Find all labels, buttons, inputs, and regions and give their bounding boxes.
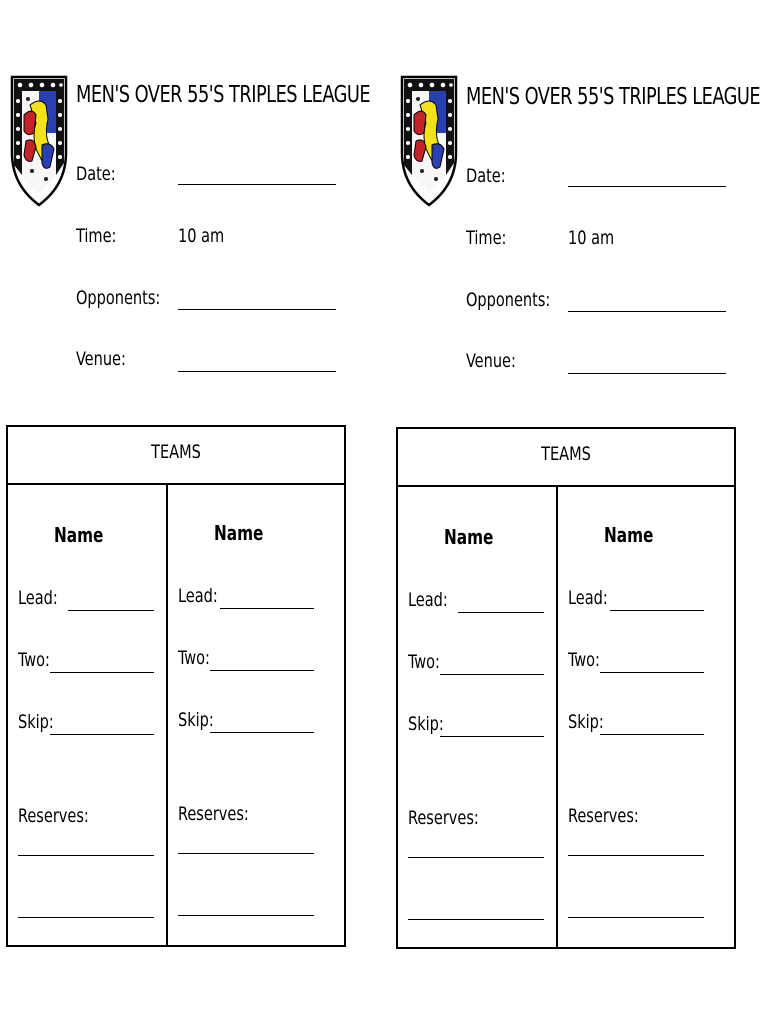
lead-field[interactable] [220, 608, 314, 609]
reserves-label: Reserves: [18, 805, 89, 827]
name-header: Name [604, 523, 654, 547]
teams-title: TEAMS [151, 441, 201, 463]
team-column-2 [558, 487, 716, 947]
venue-field[interactable] [568, 373, 726, 374]
date-label: Date: [76, 163, 116, 185]
skip-label: Skip: [178, 709, 214, 731]
reserves-label: Reserves: [408, 807, 479, 829]
date-field[interactable] [178, 184, 336, 185]
name-header: Name [54, 523, 104, 547]
skip-field[interactable] [440, 736, 544, 737]
date-field[interactable] [568, 186, 726, 187]
opponents-label: Opponents: [466, 289, 551, 311]
two-label: Two: [18, 649, 50, 671]
skip-label: Skip: [568, 711, 604, 733]
team-column-2 [168, 485, 326, 945]
name-header: Name [214, 521, 264, 545]
skip-field[interactable] [210, 732, 314, 733]
league-title: MEN'S OVER 55'S TRIPLES LEAGUE [466, 84, 761, 110]
two-field[interactable] [440, 674, 544, 675]
opponents-field[interactable] [178, 309, 336, 310]
reserve-field-2[interactable] [18, 917, 154, 918]
time-value: 10 am [178, 225, 225, 247]
club-crest-icon [400, 75, 458, 207]
reserves-label: Reserves: [568, 805, 639, 827]
lead-field[interactable] [610, 610, 704, 611]
lead-label: Lead: [408, 589, 448, 611]
league-card-right [390, 0, 770, 1024]
lead-label: Lead: [18, 587, 58, 609]
reserve-field-1[interactable] [408, 857, 544, 858]
skip-field[interactable] [600, 734, 704, 735]
two-field[interactable] [600, 672, 704, 673]
lead-label: Lead: [178, 585, 218, 607]
two-field[interactable] [50, 672, 154, 673]
two-field[interactable] [210, 670, 314, 671]
opponents-field[interactable] [568, 311, 726, 312]
reserve-field-2[interactable] [568, 917, 704, 918]
reserve-field-2[interactable] [408, 919, 544, 920]
teams-title: TEAMS [541, 443, 591, 465]
reserve-field-1[interactable] [568, 855, 704, 856]
time-label: Time: [76, 225, 117, 247]
date-label: Date: [466, 165, 506, 187]
venue-field[interactable] [178, 371, 336, 372]
skip-label: Skip: [408, 713, 444, 735]
venue-label: Venue: [76, 348, 126, 370]
teams-header [398, 429, 734, 487]
teams-header [8, 427, 344, 485]
two-label: Two: [178, 647, 210, 669]
league-title: MEN'S OVER 55'S TRIPLES LEAGUE [76, 82, 371, 108]
club-crest-icon [10, 75, 68, 207]
skip-label: Skip: [18, 711, 54, 733]
reserve-field-1[interactable] [18, 855, 154, 856]
team-column-1 [398, 487, 556, 947]
two-label: Two: [408, 651, 440, 673]
two-label: Two: [568, 649, 600, 671]
lead-field[interactable] [458, 612, 544, 613]
teams-table [396, 427, 736, 949]
reserves-label: Reserves: [178, 803, 249, 825]
skip-field[interactable] [50, 734, 154, 735]
reserve-field-1[interactable] [178, 853, 314, 854]
opponents-label: Opponents: [76, 287, 161, 309]
teams-table [6, 425, 346, 947]
lead-field[interactable] [68, 610, 154, 611]
team-column-1 [8, 485, 166, 945]
name-header: Name [444, 525, 494, 549]
time-value: 10 am [568, 227, 615, 249]
venue-label: Venue: [466, 350, 516, 372]
time-label: Time: [466, 227, 507, 249]
lead-label: Lead: [568, 587, 608, 609]
reserve-field-2[interactable] [178, 915, 314, 916]
